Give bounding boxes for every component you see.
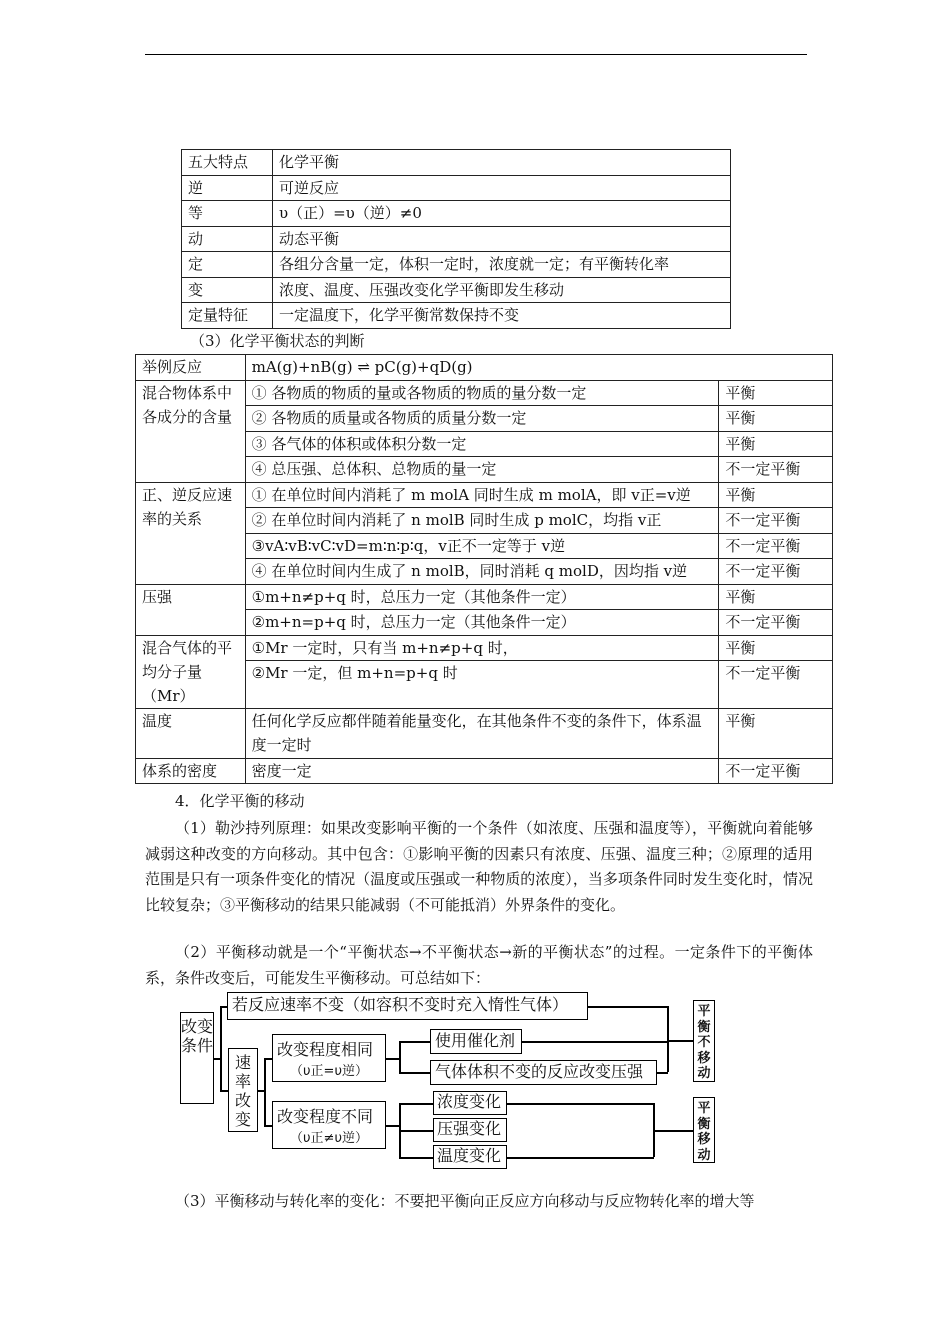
group-label: 体系的密度 — [136, 758, 246, 784]
condition-cell: 密度一定 — [245, 758, 719, 784]
same-degree-box — [272, 1034, 386, 1082]
diff-degree-box — [272, 1101, 386, 1149]
group-label: 温度 — [136, 708, 246, 758]
connector — [220, 1006, 227, 1008]
connector — [522, 1041, 668, 1043]
change-conditions-box: 改变条件 — [180, 1012, 214, 1104]
same-degree-label: 改变程度相同 — [277, 1040, 374, 1059]
connector — [507, 1103, 654, 1105]
connector — [653, 1130, 693, 1132]
catalyst-box: 使用催化剂 — [430, 1029, 522, 1054]
condition-cell: ③vA∶vB∶vC∶vD=m∶n∶p∶q，v正不一定等于 v逆 — [245, 533, 719, 559]
connector — [386, 1125, 400, 1127]
table-cell: 定量特征 — [182, 303, 273, 329]
connector — [399, 1130, 433, 1132]
five-features-table — [181, 149, 731, 329]
result-cell: 不一定平衡 — [719, 559, 833, 585]
header-rule — [145, 54, 807, 55]
group-label: 混合气体的平均分子量（Mr） — [136, 635, 246, 708]
header-reaction: mA(g)+nB(g) ⇌ pC(g)+qD(g) — [245, 355, 832, 381]
connector — [220, 1090, 228, 1092]
result-cell: 平衡 — [719, 482, 833, 508]
group-label: 混合物体系中各成分的含量 — [136, 380, 246, 482]
connector — [399, 1072, 430, 1074]
section-3-title: （3）化学平衡状态的判断 — [190, 332, 365, 350]
result-cell: 平衡 — [719, 406, 833, 432]
paragraph-le-chatelier — [145, 816, 813, 918]
condition-cell: ④ 在单位时间内生成了 n molB，同时消耗 q molD，因均指 v逆 — [245, 559, 719, 585]
connector — [667, 1040, 693, 1042]
table-cell: υ（正）=υ（逆）≠0 — [273, 201, 731, 227]
table-cell: 一定温度下，化学平衡常数保持不变 — [273, 303, 731, 329]
result-cell: 平衡 — [719, 380, 833, 406]
conc-change-box: 浓度变化 — [433, 1091, 507, 1115]
connector — [507, 1157, 654, 1159]
equilibrium-judgement-table — [135, 354, 833, 784]
rate-unchanged-box: 若反应速率不变（如容积不变时充入惰性气体） — [227, 992, 588, 1020]
paragraph-text: （3）平衡移动与转化率的变化：不要把平衡向正反应方向移动与反应物转化率的增大等 — [175, 1192, 755, 1210]
result-cell: 不一定平衡 — [719, 661, 833, 708]
table-cell: 变 — [182, 277, 273, 303]
connector — [399, 1041, 401, 1073]
condition-cell: ② 在单位时间内消耗了 n molB 同时生成 p molC，均指 v正 — [245, 508, 719, 534]
group-label: 压强 — [136, 584, 246, 635]
table-cell: 动 — [182, 226, 273, 252]
paragraph-text: （2）平衡移动就是一个“平衡状态→不平衡状态→新的平衡状态”的过程。一定条件下的平衡体系，条件改变后，可能发生平衡移动。可总结如下： — [145, 943, 813, 987]
temp-change-box: 温度变化 — [433, 1145, 507, 1169]
paragraph-conversion — [145, 1189, 813, 1215]
result-cell: 不一定平衡 — [719, 610, 833, 636]
table-cell: 各组分含量一定，体积一定时，浓度就一定；有平衡转化率 — [273, 252, 731, 278]
table-cell: 五大特点 — [182, 150, 273, 176]
same-degree-eq: （υ正=υ逆） — [290, 1064, 368, 1079]
group-label: 正、逆反应速率的关系 — [136, 482, 246, 584]
paragraph-text: （1）勒沙持列原理：如果改变影响平衡的一个条件（如浓度、压强和温度等），平衡就向着能够减弱这种改变的方向移动。其中包含：①影响平衡的因素只有浓度、压强、温度三种；②原理的适用范围是只有一项条件变化的情况（温度或压强或一种物质的浓度），当多项条件同时发生变化时，情况比较复杂；③平衡移动的结果只能减弱（不可能抵消）外界条件的变化。 — [145, 819, 813, 914]
connector — [264, 1125, 272, 1127]
table-cell: 化学平衡 — [273, 150, 731, 176]
connector — [264, 1058, 266, 1125]
section-4-title: 4．化学平衡的移动 — [175, 792, 305, 810]
shift-box: 平衡移动 — [693, 1097, 715, 1163]
no-shift-box: 平衡不移动 — [693, 1000, 715, 1082]
table-cell: 逆 — [182, 175, 273, 201]
connector — [399, 1103, 433, 1105]
result-cell: 平衡 — [719, 584, 833, 610]
connector — [399, 1157, 433, 1159]
condition-cell: ② 各物质的质量或各物质的质量分数一定 — [245, 406, 719, 432]
table-cell: 浓度、温度、压强改变化学平衡即发生移动 — [273, 277, 731, 303]
condition-cell: ②m+n=p+q 时，总压力一定（其他条件一定） — [245, 610, 719, 636]
table-cell: 可逆反应 — [273, 175, 731, 201]
diff-degree-label: 改变程度不同 — [277, 1107, 374, 1126]
header-label: 举例反应 — [136, 355, 246, 381]
condition-cell: ① 各物质的物质的量或各物质的物质的量分数一定 — [245, 380, 719, 406]
condition-cell: ①m+n≠p+q 时，总压力一定（其他条件一定） — [245, 584, 719, 610]
table-cell: 定 — [182, 252, 273, 278]
connector — [399, 1041, 430, 1043]
result-cell: 不一定平衡 — [719, 533, 833, 559]
paragraph-shift — [145, 940, 813, 991]
result-cell: 不一定平衡 — [719, 758, 833, 784]
condition-cell: 任何化学反应都伴随着能量变化，在其他条件不变的条件下，体系温度一定时 — [245, 708, 719, 758]
result-cell: 平衡 — [719, 708, 833, 758]
result-cell: 不一定平衡 — [719, 457, 833, 483]
rate-change-box: 速率改变 — [228, 1048, 258, 1132]
connector — [657, 1072, 668, 1074]
result-cell: 平衡 — [719, 431, 833, 457]
result-cell: 平衡 — [719, 635, 833, 661]
connector — [220, 1006, 222, 1090]
connector — [386, 1058, 400, 1060]
condition-cell: ①Mr 一定时，只有当 m+n≠p+q 时， — [245, 635, 719, 661]
connector — [667, 1006, 669, 1072]
condition-cell: ④ 总压强、总体积、总物质的量一定 — [245, 457, 719, 483]
gas-volume-box: 气体体积不变的反应改变压强 — [430, 1060, 657, 1085]
condition-cell: ②Mr 一定，但 m+n=p+q 时 — [245, 661, 719, 708]
pressure-change-box: 压强变化 — [433, 1118, 507, 1142]
table-cell: 等 — [182, 201, 273, 227]
diff-degree-eq: （υ正≠υ逆） — [290, 1131, 368, 1146]
condition-cell: ③ 各气体的体积或体积分数一定 — [245, 431, 719, 457]
result-cell: 不一定平衡 — [719, 508, 833, 534]
table-cell: 动态平衡 — [273, 226, 731, 252]
connector — [588, 1006, 668, 1008]
connector — [264, 1058, 272, 1060]
condition-cell: ① 在单位时间内消耗了 m molA 同时生成 m molA，即 v正=v逆 — [245, 482, 719, 508]
